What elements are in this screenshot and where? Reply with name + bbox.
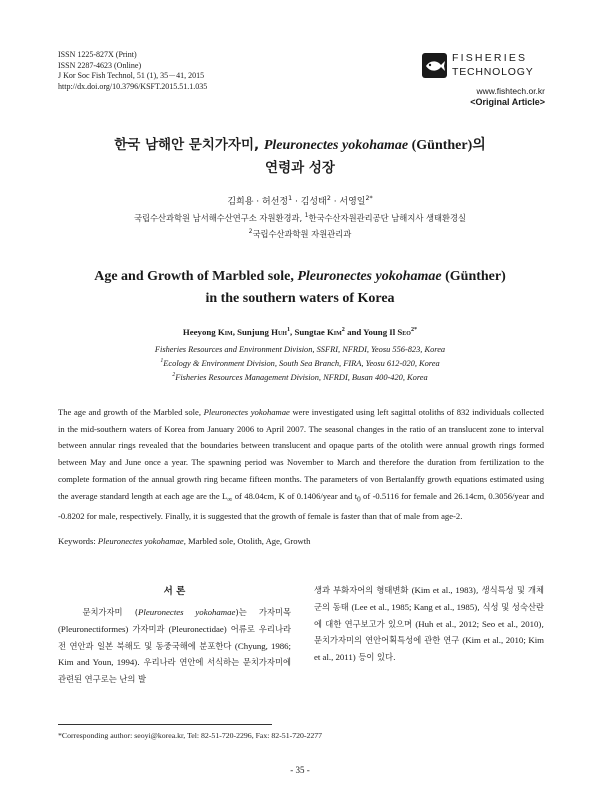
author-separator: , xyxy=(290,327,295,337)
logo-text-fisheries: FISHERIES xyxy=(452,52,528,64)
author-1-first: Heeyong xyxy=(182,327,218,337)
affil-superscript: 1 xyxy=(288,195,293,202)
author-4-last: Seo xyxy=(397,327,411,337)
affil-superscript: 2 xyxy=(248,229,253,236)
intro-citation: (Huh et al., 2012; Seo et al., 2010) xyxy=(415,618,542,629)
korean-author-4: 서영일 xyxy=(339,197,366,207)
introduction-heading: 서 론 xyxy=(163,586,186,597)
abstract-subscript-inf: ∞ xyxy=(227,495,233,504)
intro-citation: (Chyung, 1986; Kim and Youn, 1994) xyxy=(58,640,291,668)
keywords-species: Pleuronectes yokohamae xyxy=(97,536,184,546)
english-title-authority: (Günther) xyxy=(441,269,506,284)
intro-text: 가자미과 xyxy=(128,623,169,634)
korean-author-1: 김희용 xyxy=(227,197,254,207)
intro-text: . 우리나라 연안에 서식하는 문치가자미에 관련된 연구로는 난의 발 xyxy=(58,657,291,685)
doi-link[interactable]: http://dx.doi.org/10.3796/KSFT.2015.51.1.035 xyxy=(58,81,208,91)
abstract-text-4: of -0.5116 for female and 26.14cm, 0.3056/year and -0.8202 for male, respectively. Finally, it is suggested that the growth of female is faster than that of male from age-2. xyxy=(58,490,544,521)
intro-text: , 생식특성 및 개체군의 동태 xyxy=(314,585,545,612)
english-title-line2: in the southern waters of Korea xyxy=(205,291,395,306)
korean-affiliation-1b: 한국수산자원관리공단 남해지사 생태환경실 xyxy=(308,213,467,223)
intro-text: 문치가자미 ( xyxy=(82,607,139,617)
author-2-first: Sunjung xyxy=(237,327,272,337)
affil-superscript: 2 xyxy=(341,327,345,334)
author-4-first: Young Il xyxy=(363,327,398,337)
affil-superscript: 1 xyxy=(160,358,164,365)
author-separator: , xyxy=(232,327,238,337)
intro-citation: (Kim et al., 2010; Kim et al., 2011) xyxy=(314,635,544,663)
affil-superscript: 2* xyxy=(365,195,373,202)
intro-latin: (Pleuronectiformes) xyxy=(58,623,129,634)
korean-affiliation-1 xyxy=(0,212,600,224)
korean-author-3: 김성태 xyxy=(300,197,327,207)
article-type: <Original Article> xyxy=(470,97,545,107)
korean-title-line1 xyxy=(0,133,600,154)
abstract-species: Pleuronectes yokohamae xyxy=(203,407,290,417)
affil-superscript: 1 xyxy=(304,213,309,220)
english-title-species: Pleuronectes yokohamae xyxy=(297,269,442,284)
author-3-first: Sungtae xyxy=(294,327,327,337)
english-title-line1 xyxy=(0,269,600,285)
issn-print: ISSN 1225-827X (Print) xyxy=(58,50,137,59)
affil-superscript: 2 xyxy=(326,195,331,202)
korean-title-authority: (Günther)의 xyxy=(408,138,486,153)
korean-affiliation-1a: 국립수산과학원 남서해수산연구소 자원환경과, xyxy=(133,213,305,223)
page-number: - 35 - xyxy=(290,765,310,775)
affil-superscript: 2 xyxy=(172,372,176,379)
english-authors xyxy=(0,327,600,337)
abstract-text-1: The age and growth of the Marbled sole, xyxy=(58,407,204,417)
abstract xyxy=(58,404,544,525)
corresponding-author-footnote: *Corresponding author: seoyi@korea.kr, Tel: 82-51-720-2296, Fax: 82-51-720-2277 xyxy=(58,731,323,740)
affil-superscript: 1 xyxy=(286,327,291,334)
keywords xyxy=(58,536,310,546)
intro-text: 어류로 우리나라 전 연안과 일본 북해도 및 동중국해에 분포한다 xyxy=(58,623,291,651)
author-separator: · xyxy=(253,197,263,207)
intro-text: , 문치가자미의 연안어획특성에 관한 연구 xyxy=(314,618,544,646)
intro-text: 등이 있다. xyxy=(355,652,396,663)
journal-website[interactable]: www.fishtech.or.kr xyxy=(476,86,545,96)
intro-text: 생과 부화자어의 형태변화 xyxy=(314,585,412,595)
intro-species: Pleuronectes yokohamae xyxy=(138,607,236,617)
intro-text: )는 가자미목 xyxy=(235,607,292,617)
abstract-text-2: were investigated using left sagittal otoliths of 832 individuals collected in the mid-southern waters of Korea from January 2006 to April 2007. The seasonal changes in the ratio of an translucent zone to interval between annular rings revealed that the boundaries between translucent and opaque parts of the otolith were annual growth rings formed between May and June once a year. The spawning period was November to March and therefore the duration from fertilization to the complete formation of the annual growth ring became fifteen months. The parameters of von Bertalanffy growth equations estimated using the average standard length at each age are the L xyxy=(58,407,544,501)
english-affiliation-2 xyxy=(0,373,600,382)
fish-logo-icon xyxy=(422,53,447,78)
footnote-divider xyxy=(58,724,272,725)
korean-title-part1: 한국 남해안 문치가자미, xyxy=(114,137,264,153)
keywords-label: Keywords: xyxy=(58,536,98,546)
author-2-last: Huh xyxy=(271,327,287,337)
english-title-part1: Age and Growth of Marbled sole, xyxy=(94,269,298,284)
keywords-list: , Marbled sole, Otolith, Age, Growth xyxy=(183,536,311,546)
author-separator: · xyxy=(292,197,301,207)
english-affiliation-2-text: Fisheries Resources Management Division, NFRDI, Busan 400-420, Korea xyxy=(175,373,428,382)
intro-citation: (Lee et al., 1985; Kang et al., 1985) xyxy=(351,601,478,612)
abstract-subscript-0: 0 xyxy=(357,495,361,504)
author-separator: · xyxy=(330,197,340,207)
korean-title-species: Pleuronectes yokohamae xyxy=(263,138,409,153)
abstract-text-3: of 48.04cm, K of 0.1406/year and t xyxy=(232,490,358,501)
english-affiliation-0: Fisheries Resources and Environment Division, SSFRI, NFRDI, Yeosu 556-823, Korea xyxy=(154,345,446,354)
journal-logo xyxy=(418,50,546,84)
intro-citation: (Kim et al., 1983) xyxy=(411,585,476,595)
author-and: and xyxy=(344,327,364,337)
issn-online: ISSN 2287-4623 (Online) xyxy=(58,60,142,70)
intro-latin: (Pleuronectidae) xyxy=(168,623,227,634)
journal-citation: J Kor Soc Fish Technol, 51 (1), 35－41, 2015 xyxy=(58,71,205,80)
korean-affiliation-2 xyxy=(0,228,600,240)
intro-text: , 식성 및 성숙산란에 대한 연구보고가 있으며 xyxy=(314,601,544,629)
author-1-last: Kim xyxy=(217,327,233,337)
english-affiliation-1 xyxy=(0,359,600,368)
logo-text-technology: TECHNOLOGY xyxy=(452,66,534,78)
author-3-last: Kim xyxy=(326,327,342,337)
english-affiliation-1-text: Ecology & Environment Division, South Sea Branch, FIRA, Yeosu 612-020, Korea xyxy=(163,359,440,368)
korean-title-line2: 연령과 성장 xyxy=(265,160,335,176)
introduction-column-1 xyxy=(58,604,291,688)
korean-author-2: 허선정 xyxy=(262,197,289,207)
korean-authors xyxy=(0,194,600,207)
korean-affiliation-2-text: 국립수산과학원 자원관리과 xyxy=(252,229,352,239)
affil-superscript: 2* xyxy=(410,327,418,334)
introduction-column-2 xyxy=(314,582,544,666)
